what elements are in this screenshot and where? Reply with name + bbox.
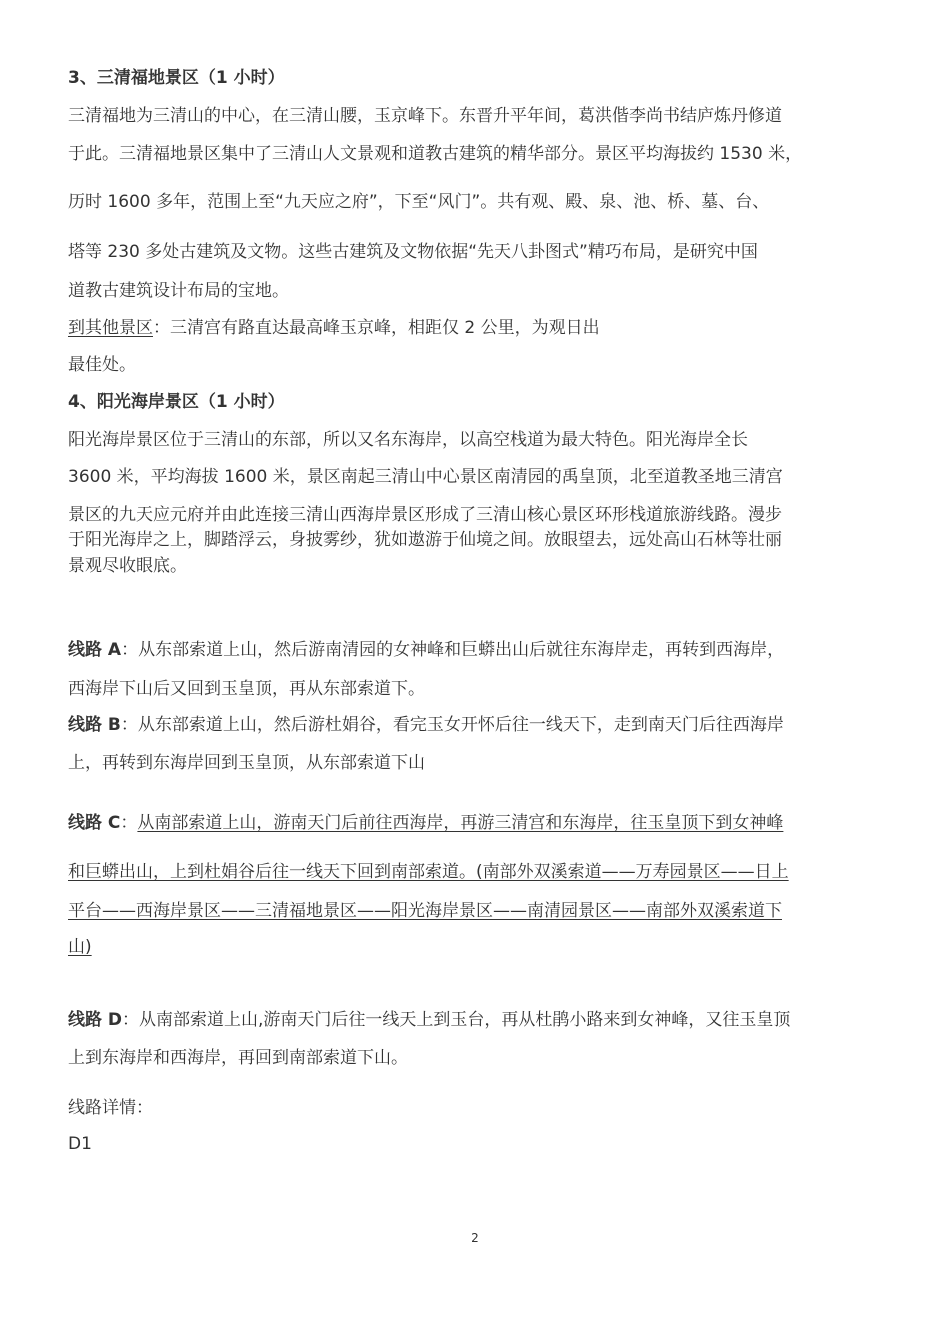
route-c-text: 从南部索道上山，游南天门后前往西海岸，再游三清宫和东海岸，往玉皇顶下到女神峰 (137, 813, 784, 833)
route-a (68, 638, 784, 662)
route-b-label: 线路 B (68, 715, 121, 735)
route-b-line-2: 上，再转到东海岸回到玉皇顶，从东部索道下山 (68, 753, 425, 773)
route-c-line-2: 和巨蟒出山，上到杜娟谷后往一线天下回到南部索道。(南部外双溪索道——万寿园景区——日上 (68, 862, 789, 882)
section3-line-1: 三清福地为三清山的中心，在三清山腰，玉京峰下。东晋升平年间，葛洪偕李尚书结庐炼丹修道 (68, 106, 782, 126)
route-c-label: 线路 C (68, 813, 121, 833)
route-c (68, 811, 783, 835)
section3-line-2: 于此。三清福地景区集中了三清山人文景观和道教古建筑的精华部分。景区平均海拔约 1530 米， (68, 144, 803, 164)
route-d-label: 线路 D (68, 1010, 123, 1030)
section3-line-5: 道教古建筑设计布局的宝地。 (68, 281, 289, 301)
page-number: 2 (471, 1231, 479, 1245)
section4-line-5: 景观尽收眼底。 (68, 556, 187, 576)
route-a-label: 线路 A (68, 640, 122, 660)
section4-line-4: 于阳光海岸之上，脚踏浮云，身披雾纱，犹如遨游于仙境之间。放眼望去，远处高山石林等壮丽 (68, 530, 782, 550)
route-details-code: D1 (68, 1134, 92, 1154)
route-c-colon: ： (120, 813, 138, 833)
route-a-text: ：从东部索道上山，然后游南清园的女神峰和巨蟒出山后就往东海岸走，再转到西海岸， (121, 640, 785, 660)
route-c-line-4: 山) (68, 937, 92, 957)
section3-line-4: 塔等 230 多处古建筑及文物。这些古建筑及文物依据“先天八卦图式”精巧布局，是研究中国 (68, 242, 758, 262)
route-d (68, 1008, 790, 1032)
other-areas-text: ：三清宫有路直达最高峰玉京峰，相距仅 2 公里，为观日出 (153, 318, 600, 338)
section4-line-1: 阳光海岸景区位于三清山的东部，所以又名东海岸，以高空栈道为最大特色。阳光海岸全长 (68, 430, 748, 450)
section3-line-3: 历时 1600 多年，范围上至“九天应之府”，下至“风门”。共有观、殿、泉、池、桥、墓、台、 (68, 192, 770, 212)
section4-heading: 4、阳光海岸景区（1 小时） (68, 392, 285, 412)
other-areas-label: 到其他景区 (68, 318, 153, 338)
route-d-line-2: 上到东海岸和西海岸，再回到南部索道下山。 (68, 1048, 408, 1068)
route-b-text: ：从东部索道上山，然后游杜娟谷，看完玉女开怀后往一线天下，走到南天门后往西海岸 (120, 715, 784, 735)
section4-line-2: 3600 米，平均海拔 1600 米，景区南起三清山中心景区南清园的禹皇顶，北至道教圣地三清宫 (68, 467, 783, 487)
route-a-line-2: 西海岸下山后又回到玉皇顶，再从东部索道下。 (68, 679, 425, 699)
route-c-line-3: 平台——西海岸景区——三清福地景区——阳光海岸景区——南清园景区——南部外双溪索道下 (68, 901, 782, 921)
section3-heading: 3、三清福地景区（1 小时） (68, 68, 285, 88)
section3-other-areas-line-2: 最佳处。 (68, 355, 136, 375)
route-details-label: 线路详情： (68, 1098, 153, 1118)
section3-other-areas (68, 316, 600, 340)
route-b (68, 713, 784, 737)
section4-line-3: 景区的九天应元府并由此连接三清山西海岸景区形成了三清山核心景区环形栈道旅游线路。漫步 (68, 505, 782, 525)
route-d-text: ：从南部索道上山,游南天门后往一线天上到玉台，再从杜鹃小路来到女神峰，又往玉皇顶 (122, 1010, 791, 1030)
